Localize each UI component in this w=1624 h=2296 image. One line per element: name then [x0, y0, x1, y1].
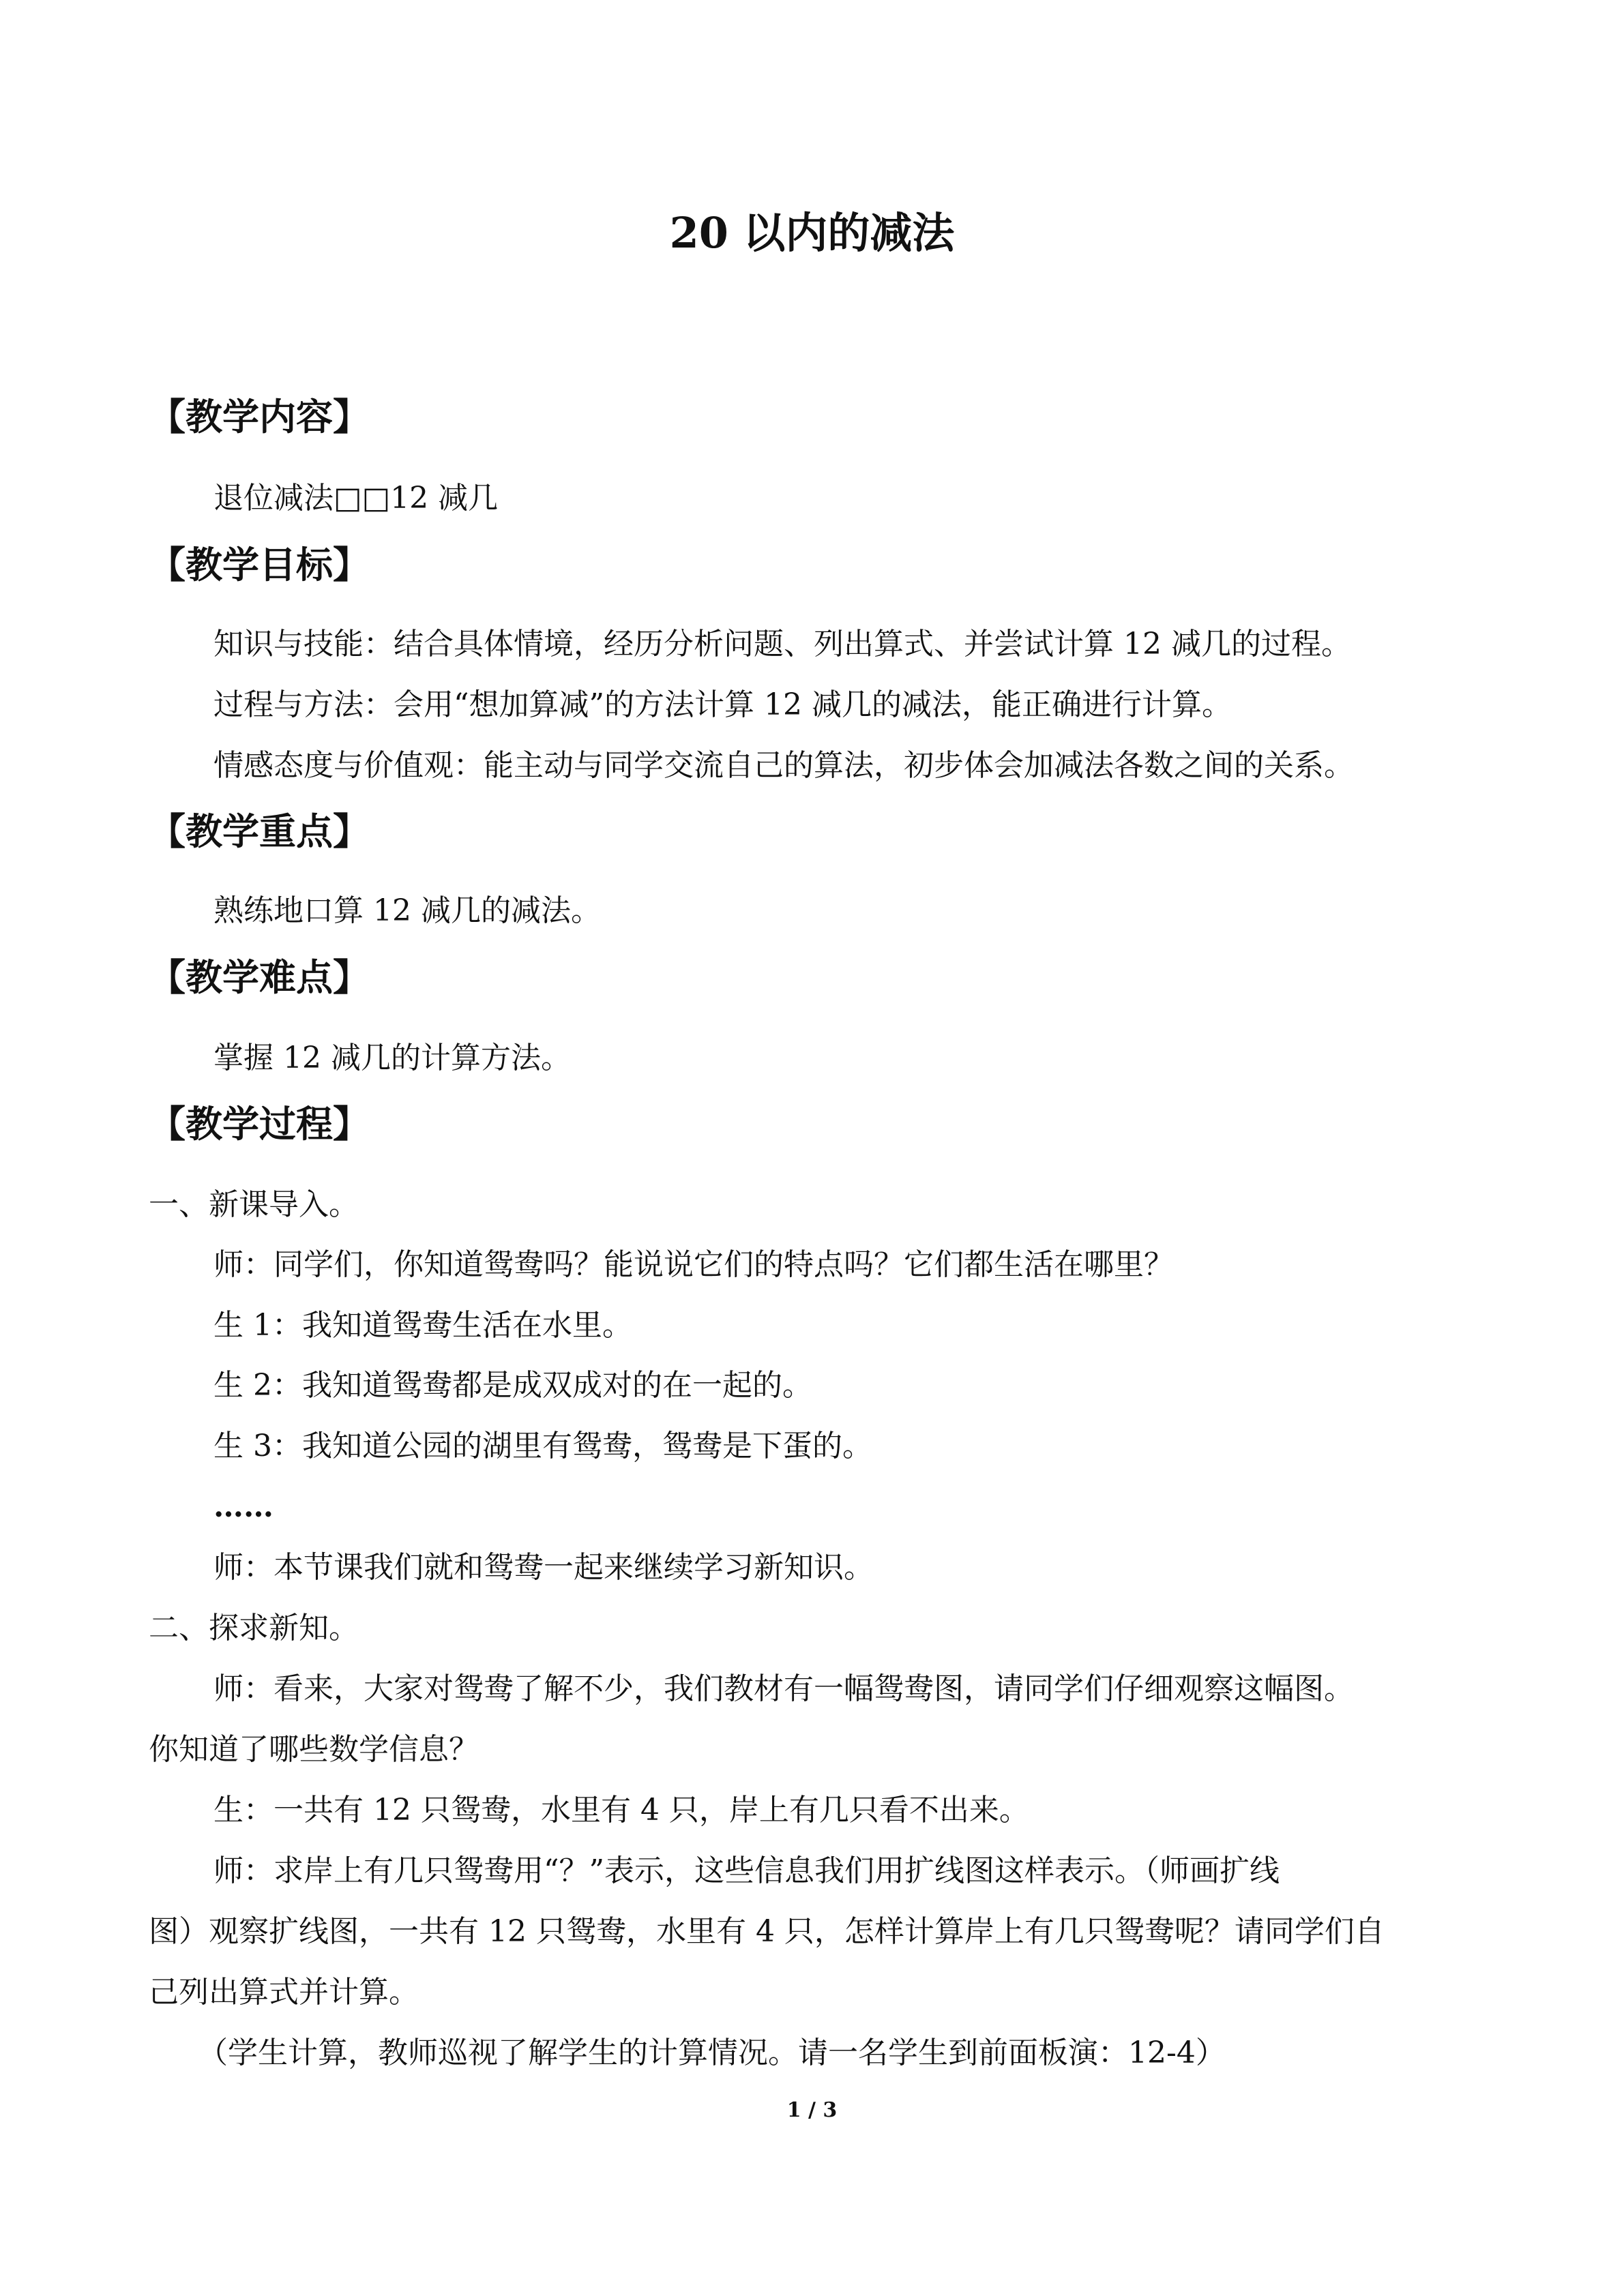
content-line: 退位减法□□12 减几: [213, 481, 499, 516]
process-line: 生 3：我知道公园的湖里有鸳鸯，鸳鸯是下蛋的。: [213, 1429, 872, 1463]
process-line: （学生计算，教师巡视了解学生的计算情况。请一名学生到前面板演：12-4）: [198, 2036, 1226, 2070]
key-point-line: 熟练地口算 12 减几的减法。: [213, 893, 601, 928]
process-line: 师：本节课我们就和鸳鸯一起来继续学习新知识。: [213, 1550, 874, 1585]
page-number: 1 / 3: [786, 2098, 838, 2122]
process-line: 生 1：我知道鸳鸯生活在水里。: [213, 1308, 632, 1343]
section-heading-key-points: 【教学重点】: [149, 809, 370, 853]
goal-line-process: 过程与方法：会用“想加算减”的方法计算 12 减几的减法，能正确进行计算。: [213, 687, 1232, 722]
process-line: 师：求岸上有几只鸳鸯用“？”表示，这些信息我们用扩线图这样表示。（师画扩线: [213, 1853, 1280, 1888]
difficulty-line: 掌握 12 减几的计算方法。: [213, 1041, 571, 1075]
process-line: 生：一共有 12 只鸳鸯，水里有 4 只，岸上有几只看不出来。: [213, 1793, 1029, 1828]
process-step-heading: 一、新课导入。: [149, 1187, 359, 1222]
process-step-heading: 二、探求新知。: [149, 1611, 359, 1645]
section-heading-difficulties: 【教学难点】: [149, 955, 370, 999]
section-heading-content: 【教学内容】: [149, 395, 370, 438]
process-line: 师：看来，大家对鸳鸯了解不少，我们教材有一幅鸳鸯图，请同学们仔细观察这幅图。: [213, 1671, 1354, 1706]
document-title: 20 以内的减法: [669, 208, 955, 258]
section-heading-process: 【教学过程】: [149, 1102, 370, 1146]
process-line: 图）观察扩线图，一共有 12 只鸳鸯，水里有 4 只，怎样计算岸上有几只鸳鸯呢？请同学们自: [149, 1914, 1385, 1949]
process-ellipsis: ……: [213, 1489, 274, 1524]
process-line: 你知道了哪些数学信息？: [149, 1732, 479, 1767]
process-line: 己列出算式并计算。: [149, 1975, 419, 2010]
goal-line-attitude: 情感态度与价值观：能主动与同学交流自己的算法，初步体会加减法各数之间的关系。: [213, 748, 1354, 783]
process-line: 师：同学们，你知道鸳鸯吗？能说说它们的特点吗？它们都生活在哪里？: [213, 1247, 1174, 1282]
goal-line-knowledge: 知识与技能：结合具体情境，经历分析问题、列出算式、并尝试计算 12 减几的过程。: [213, 627, 1351, 661]
section-heading-goals: 【教学目标】: [149, 543, 370, 586]
process-line: 生 2：我知道鸳鸯都是成双成对的在一起的。: [213, 1368, 812, 1403]
